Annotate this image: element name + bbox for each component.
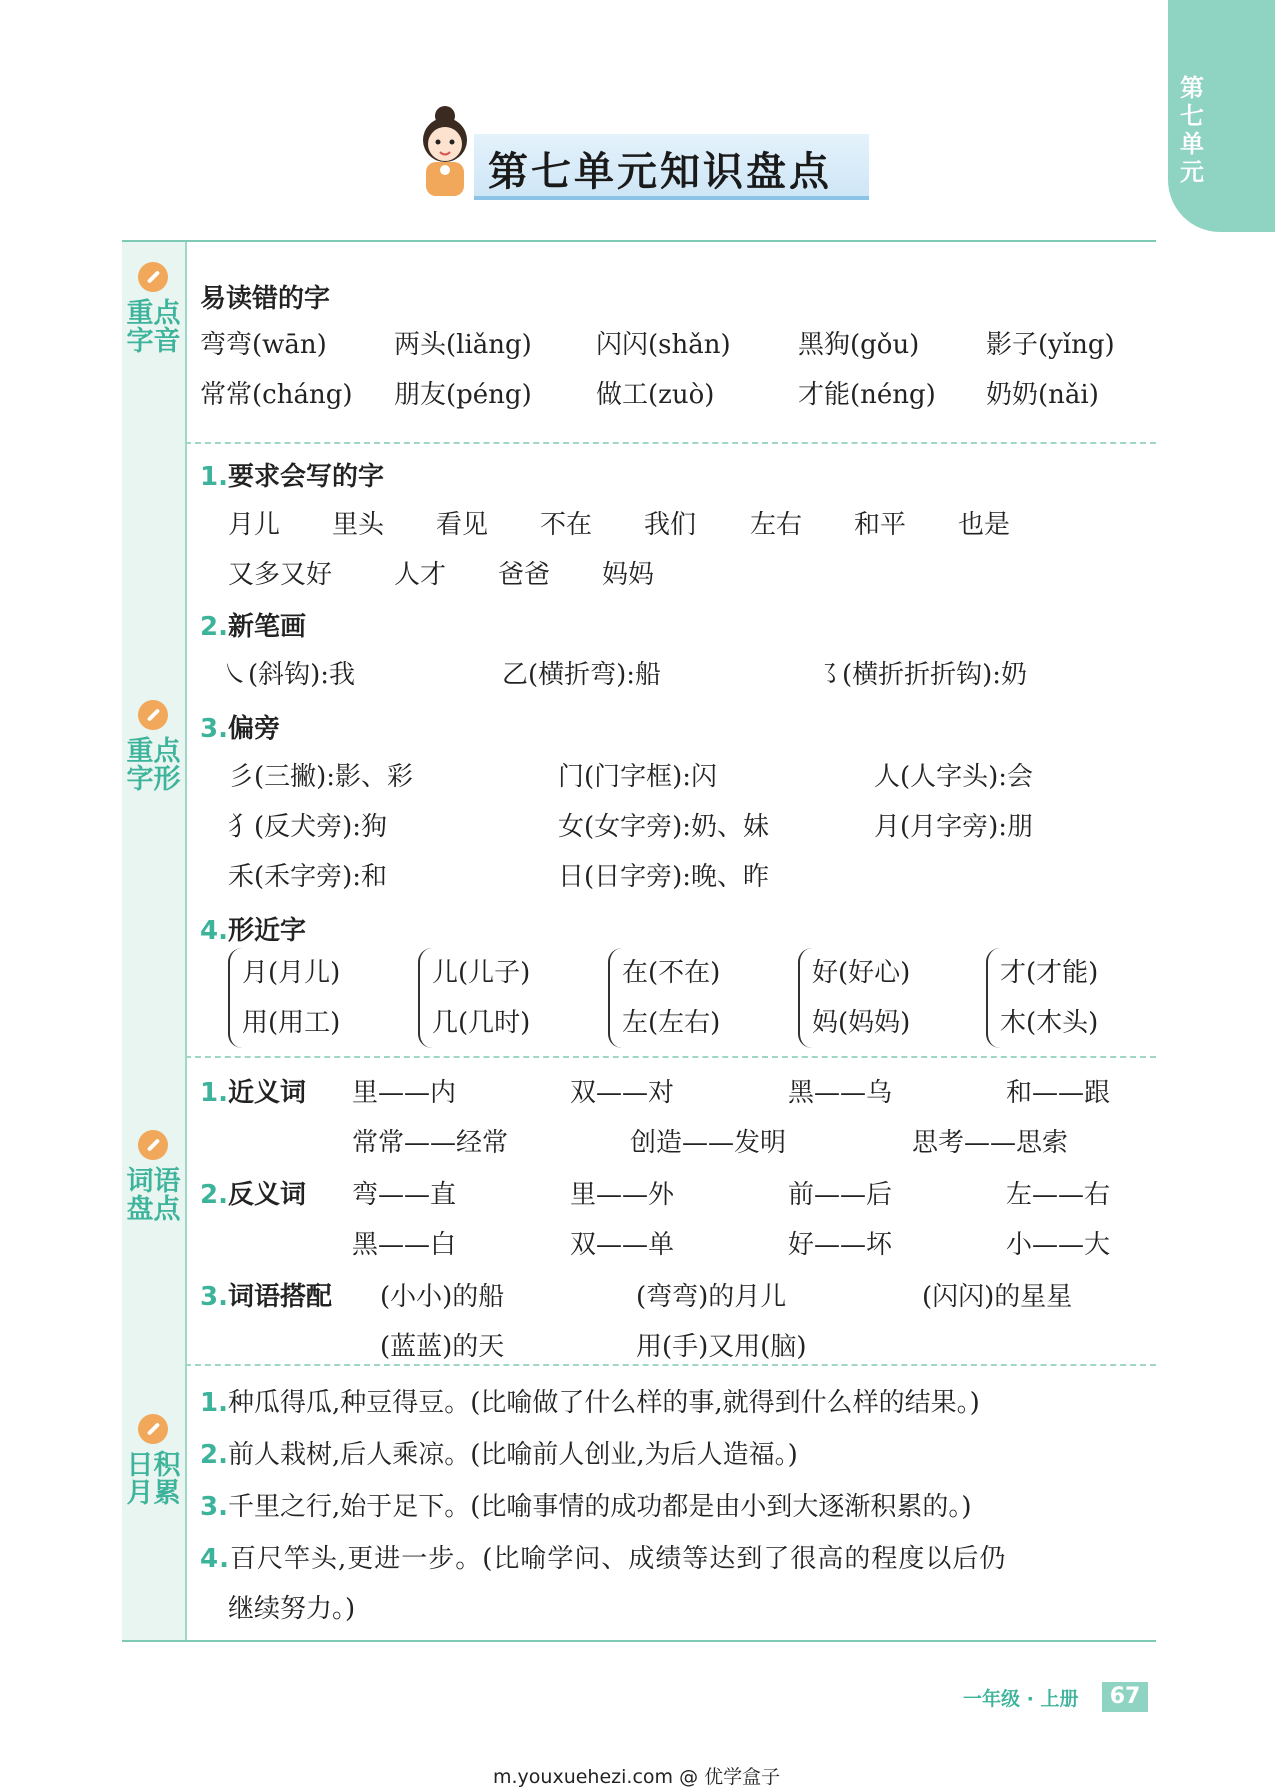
stroke-item: ㇌(横折折折钩):奶 xyxy=(816,660,1028,690)
watermark: m.youxuehezi.com @ 优学盒子 xyxy=(493,1766,781,1788)
collocation-item: (蓝蓝)的天 xyxy=(380,1332,505,1362)
pencil-icon xyxy=(138,262,168,292)
pronunciation-item: 影子(yǐng) xyxy=(986,330,1115,360)
page-title: 第七单元知识盘点 xyxy=(488,149,832,195)
similar-pair: 月(月儿) 用(用工) xyxy=(228,948,340,1048)
divider xyxy=(185,1364,1156,1366)
synonym-pair: 思考——思索 xyxy=(912,1128,1069,1158)
radical-item: 人(人字头):会 xyxy=(874,762,1034,792)
radical-item: 门(门字框):闪 xyxy=(558,762,718,792)
similar-pair: 才(才能) 木(木头) xyxy=(986,948,1098,1048)
proverb-continuation: 继续努力。) xyxy=(228,1594,356,1624)
pronunciation-item: 黑狗(gǒu) xyxy=(798,330,920,360)
antonym-pair: 里——外 xyxy=(570,1180,675,1210)
pronunciation-item: 才能(néng) xyxy=(798,380,936,410)
unit-tab-label: 第七单元 xyxy=(1180,74,1204,186)
section-label-words: 词语盘点 xyxy=(126,1166,181,1225)
synonym-pair: 和——跟 xyxy=(1006,1078,1111,1108)
write-word: 里头 xyxy=(332,510,385,540)
subsection-heading: 4.形近字 xyxy=(200,916,306,946)
subsection-heading: 2.新笔画 xyxy=(200,612,306,642)
girl-mascot-icon xyxy=(412,104,478,200)
page-number: 67 xyxy=(1102,1682,1148,1712)
antonym-pair: 前——后 xyxy=(788,1180,893,1210)
antonym-pair: 左——右 xyxy=(1006,1180,1111,1210)
write-word: 月儿 xyxy=(228,510,281,540)
antonym-pair: 黑——白 xyxy=(352,1230,457,1260)
pencil-icon xyxy=(138,1130,168,1160)
collocation-item: (闪闪)的星星 xyxy=(922,1282,1073,1312)
write-word: 我们 xyxy=(644,510,697,540)
section-label-accumulation: 日积月累 xyxy=(126,1450,181,1509)
section-label-shapes: 重点字形 xyxy=(126,736,181,795)
radical-item: 彡(三撇):影、彩 xyxy=(228,762,414,792)
subsection-heading: 3.偏旁 xyxy=(200,714,280,744)
similar-pair: 儿(儿子) 几(几时) xyxy=(418,948,530,1048)
proverb-line: 1.种瓜得瓜,种豆得豆。(比喻做了什么样的事,就得到什么样的结果。) xyxy=(200,1388,980,1418)
synonym-pair: 黑——乌 xyxy=(788,1078,893,1108)
similar-pair: 在(不在) 左(左右) xyxy=(608,948,720,1048)
synonym-pair: 双——对 xyxy=(570,1078,675,1108)
radical-item: 女(女字旁):奶、妹 xyxy=(558,812,770,842)
antonym-pair: 弯——直 xyxy=(352,1180,457,1210)
collocation-item: 用(手)又用(脑) xyxy=(636,1332,807,1362)
collocation-item: (弯弯)的月儿 xyxy=(636,1282,787,1312)
pronunciation-item: 朋友(péng) xyxy=(394,380,532,410)
write-word: 也是 xyxy=(958,510,1011,540)
synonym-pair: 创造——发明 xyxy=(630,1128,787,1158)
write-word: 和平 xyxy=(854,510,907,540)
radical-item: 月(月字旁):朋 xyxy=(874,812,1034,842)
stroke-item: 乙(横折弯):船 xyxy=(502,660,662,690)
stroke-item: ㇏(斜钩):我 xyxy=(222,660,356,690)
antonym-pair: 好——坏 xyxy=(788,1230,893,1260)
page-title-banner xyxy=(412,104,872,204)
subsection-heading: 3.词语搭配 xyxy=(200,1282,332,1312)
pencil-icon xyxy=(138,1414,168,1444)
antonym-pair: 小——大 xyxy=(1006,1230,1111,1260)
write-word: 人才 xyxy=(394,560,447,590)
similar-pair: 好(好心) 妈(妈妈) xyxy=(798,948,910,1048)
write-word: 不在 xyxy=(540,510,593,540)
pronunciation-item: 两头(liǎng) xyxy=(394,330,532,360)
subsection-heading: 1.要求会写的字 xyxy=(200,462,384,492)
write-word: 看见 xyxy=(436,510,489,540)
write-word: 妈妈 xyxy=(602,560,655,590)
radical-item: 禾(禾字旁):和 xyxy=(228,862,388,892)
pencil-icon xyxy=(138,700,168,730)
section-heading: 易读错的字 xyxy=(200,284,331,314)
pronunciation-item: 闪闪(shǎn) xyxy=(596,330,731,360)
radical-item: 日(日字旁):晚、昨 xyxy=(558,862,770,892)
proverb-line: 3.千里之行,始于足下。(比喻事情的成功都是由小到大逐渐积累的。) xyxy=(200,1492,972,1522)
pronunciation-item: 弯弯(wān) xyxy=(200,330,327,360)
grade-label: 一年级 · 上册 xyxy=(963,1688,1079,1710)
subsection-heading: 2.反义词 xyxy=(200,1180,306,1210)
pronunciation-item: 奶奶(nǎi) xyxy=(986,380,1099,410)
antonym-pair: 双——单 xyxy=(570,1230,675,1260)
write-word: 左右 xyxy=(750,510,803,540)
synonym-pair: 常常——经常 xyxy=(352,1128,509,1158)
subsection-heading: 1.近义词 xyxy=(200,1078,306,1108)
divider xyxy=(185,442,1156,444)
proverb-line: 4.百尺竿头,更进一步。(比喻学问、成绩等达到了很高的程度以后仍 xyxy=(200,1544,1007,1574)
section-label-pronunciation: 重点字音 xyxy=(126,298,181,357)
knowledge-table xyxy=(122,240,1156,1642)
pronunciation-item: 常常(cháng) xyxy=(200,380,353,410)
synonym-pair: 里——内 xyxy=(352,1078,457,1108)
divider xyxy=(185,1056,1156,1058)
radical-item: 犭(反犬旁):狗 xyxy=(228,812,388,842)
proverb-line: 2.前人栽树,后人乘凉。(比喻前人创业,为后人造福。) xyxy=(200,1440,798,1470)
collocation-item: (小小)的船 xyxy=(380,1282,505,1312)
write-word: 又多又好 xyxy=(228,560,333,590)
pronunciation-item: 做工(zuò) xyxy=(596,380,715,410)
write-word: 爸爸 xyxy=(498,560,551,590)
